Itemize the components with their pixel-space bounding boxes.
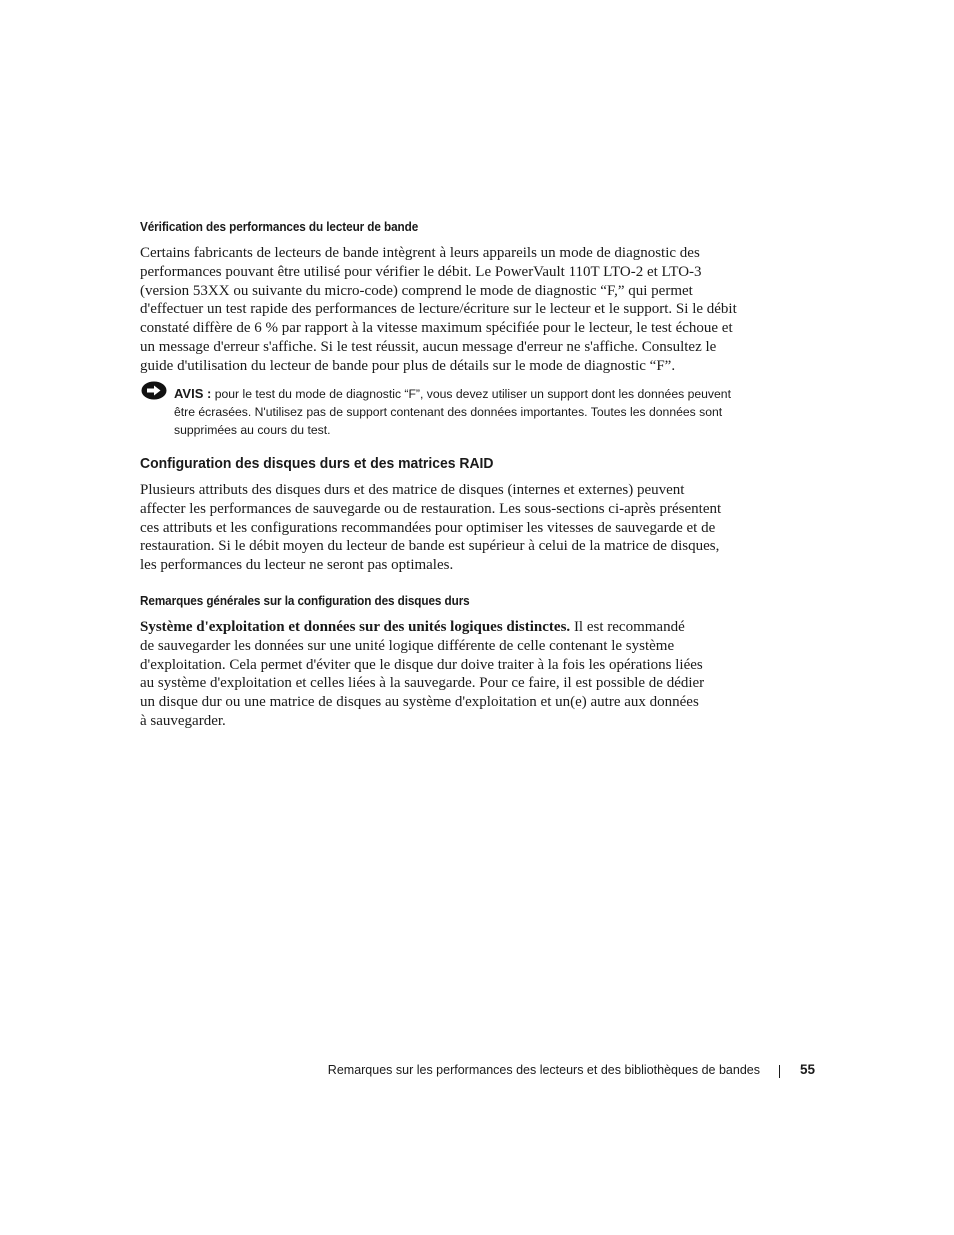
section-heading-general-remarks: Remarques générales sur la configuration des disques durs bbox=[140, 594, 470, 608]
paragraph-line: Certains fabricants de lecteurs de bande intègrent à leurs appareils un mode de diagnostic des bbox=[140, 245, 700, 261]
footer-title: Remarques sur les performances des lecteurs et des bibliothèques de bandes bbox=[327, 1063, 760, 1077]
paragraph-line: affecter les performances de sauvegarde ou de restauration. Les sous-sections ci-après présentent bbox=[140, 500, 722, 517]
notice-text bbox=[174, 385, 764, 439]
paragraph-line: d'effectuer un test rapide des performances de lecture/écriture sur le lecteur et le support. Si le débit bbox=[140, 301, 737, 318]
paragraph-line: Plusieurs attributs des disques durs et des matrice de disques (internes et externes) peuvent bbox=[140, 482, 685, 498]
paragraph-line: au système d'exploitation et celles liées à la sauvegarde. Pour ce faire, il est possible de dédier bbox=[140, 675, 705, 692]
paragraph-lead-rest: Il est recommandé bbox=[570, 619, 685, 635]
section-heading-raid-config: Configuration des disques durs et des matrices RAID bbox=[140, 455, 494, 472]
paragraph-line: (version 53XX ou suivante du micro-code) comprend le mode de diagnostic “F,” qui permet bbox=[140, 282, 693, 299]
paragraph-line: ces attributs et les configurations recommandées pour optimiser les vitesses de sauvegarde et de bbox=[140, 519, 716, 536]
section-heading-tape-performance: Vérification des performances du lecteur de bande bbox=[140, 220, 419, 234]
notice-line: pour le test du mode de diagnostic “F”, vous devez utiliser un support dont les données peuvent bbox=[214, 387, 731, 401]
paragraph-line: un message d'erreur s'affiche. Si le test réussit, aucun message d'erreur ne s'affiche. Consultez le bbox=[140, 338, 717, 355]
paragraph-general-remarks bbox=[140, 618, 760, 731]
paragraph-line: constaté diffère de 6 % par rapport à la vitesse maximum spécifiée pour le lecteur, le test échoue et bbox=[140, 320, 733, 337]
paragraph-raid-config bbox=[140, 481, 760, 575]
paragraph-line: d'exploitation. Cela permet d'éviter que le disque dur doive traiter à la fois les opérations liées bbox=[140, 656, 703, 673]
notice-line: supprimées au cours du test. bbox=[174, 423, 331, 437]
paragraph-line: performances pouvant être utilisé pour vérifier le débit. Le PowerVault 110T LTO-2 et LTO-3 bbox=[140, 263, 702, 280]
paragraph-line: restauration. Si le débit moyen du lecteur de bande est supérieur à celui de la matrice de disques, bbox=[140, 538, 720, 555]
notice-line: être écrasées. N'utilisez pas de support contenant des données importantes. Toutes les données sont bbox=[174, 405, 723, 419]
page-footer bbox=[300, 1061, 815, 1081]
paragraph-lead: Système d'exploitation et données sur des unités logiques distinctes. bbox=[140, 619, 571, 635]
paragraph-line: guide d'utilisation du lecteur de bande pour plus de détails sur le mode de diagnostic “F”. bbox=[140, 357, 676, 374]
footer-separator bbox=[779, 1065, 780, 1078]
paragraph-line: les performances du lecteur ne seront pas optimales. bbox=[140, 557, 454, 574]
notice-arrow-icon bbox=[141, 381, 167, 400]
paragraph-line: un disque dur ou une matrice de disques au système d'exploitation et un(e) autre aux données bbox=[140, 694, 699, 711]
notice-label: AVIS : bbox=[174, 386, 212, 401]
page-number: 55 bbox=[799, 1062, 815, 1077]
paragraph-line: à sauvegarder. bbox=[140, 712, 226, 729]
paragraph-tape-performance bbox=[140, 244, 760, 376]
paragraph-line: de sauvegarder les données sur une unité logique différente de celle contenant le système bbox=[140, 637, 675, 654]
